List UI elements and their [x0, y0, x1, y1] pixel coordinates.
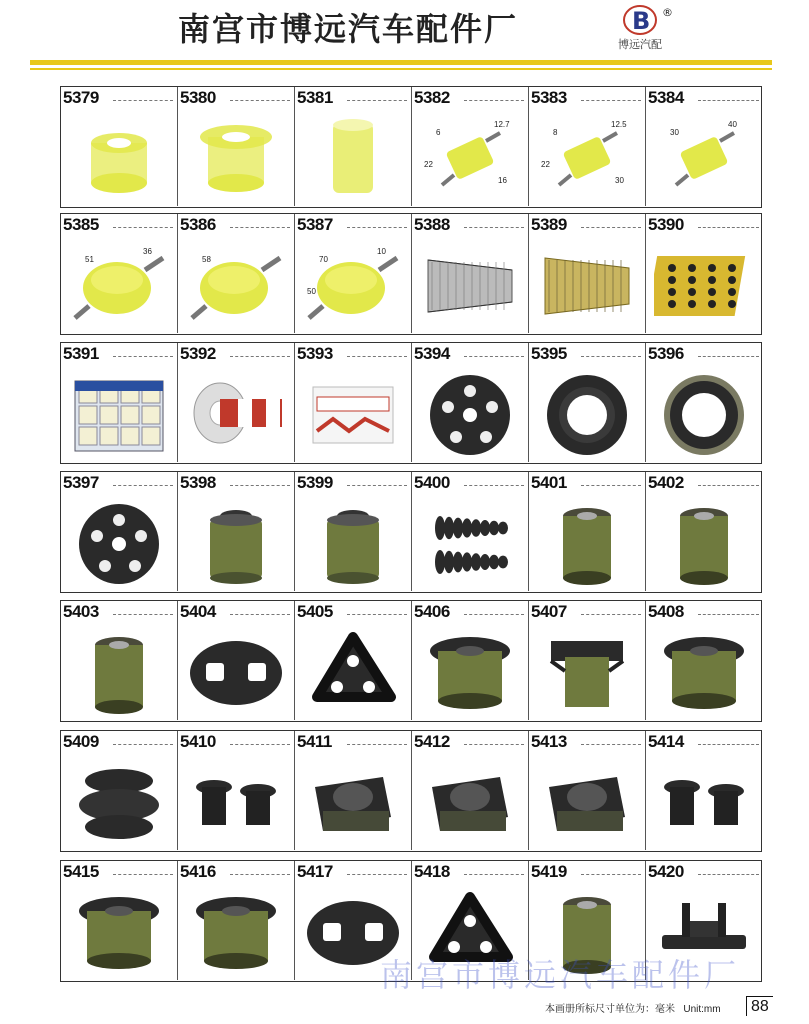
svg-text:51: 51	[85, 255, 94, 264]
product-code: 5393	[297, 344, 333, 363]
code-leader-line	[581, 744, 641, 745]
product-photo-olive-bushing-sleeve	[69, 627, 169, 715]
product-grid	[60, 86, 762, 982]
product-code: 5381	[297, 88, 333, 107]
code-leader-line	[347, 227, 407, 228]
product-cell	[178, 472, 295, 591]
code-leader-line	[230, 356, 290, 357]
watermark-text: 南宫市博远汽车配件厂	[380, 956, 741, 994]
product-cell	[61, 87, 178, 206]
product-photo-olive-bushing-flanged	[69, 887, 169, 975]
product-code: 5412	[414, 732, 450, 751]
product-code: 5411	[297, 732, 332, 751]
code-leader-line	[464, 744, 524, 745]
product-code: 5396	[648, 344, 684, 363]
product-cell	[178, 87, 295, 206]
product-photo-yellow-mount-studs	[654, 113, 754, 201]
code-leader-line	[581, 100, 641, 101]
product-cell	[412, 214, 529, 333]
product-photo-olive-bushing	[303, 498, 403, 586]
product-code: 5418	[414, 862, 450, 881]
product-photo-reflective-sheet	[303, 369, 403, 457]
product-cell	[646, 601, 763, 720]
unit-note: 本画册所标尺寸单位为：毫米	[545, 1004, 675, 1015]
product-code: 5382	[414, 88, 450, 107]
product-code: 5384	[648, 88, 684, 107]
header-rule-thin	[30, 68, 772, 70]
product-photo-boot-bellows	[420, 498, 520, 586]
code-leader-line	[230, 100, 290, 101]
code-leader-line	[230, 874, 290, 875]
product-code: 5385	[63, 215, 99, 234]
product-row	[60, 213, 762, 335]
page-title: 南宫市博远汽车配件厂	[178, 10, 519, 48]
code-leader-line	[230, 485, 290, 486]
code-leader-line	[347, 100, 407, 101]
header-rule	[30, 60, 772, 65]
code-leader-line	[464, 227, 524, 228]
svg-text:36: 36	[143, 247, 152, 256]
product-row	[60, 471, 762, 593]
product-code: 5391	[63, 344, 99, 363]
product-row	[60, 342, 762, 464]
product-cell	[178, 601, 295, 720]
product-cell	[412, 601, 529, 720]
product-cell	[61, 731, 178, 850]
svg-text:40: 40	[728, 120, 737, 129]
product-photo-small-bushings-pair	[654, 757, 754, 845]
product-cell	[412, 87, 529, 206]
product-cell	[178, 861, 295, 980]
product-cell	[178, 731, 295, 850]
code-leader-line	[347, 874, 407, 875]
product-code: 5404	[180, 602, 216, 621]
product-cell	[61, 601, 178, 720]
product-code: 5417	[297, 862, 333, 881]
product-photo-yellow-bushing-tall	[303, 113, 403, 201]
product-cell	[529, 472, 646, 591]
product-cell	[529, 343, 646, 462]
product-code: 5414	[648, 732, 684, 751]
product-photo-oring-kit-tray	[654, 240, 754, 328]
product-cell	[412, 343, 529, 462]
product-cell	[61, 214, 178, 333]
code-leader-line	[464, 874, 524, 875]
product-cell	[412, 472, 529, 591]
code-leader-line	[464, 485, 524, 486]
product-code: 5395	[531, 344, 567, 363]
product-code: 5386	[180, 215, 216, 234]
product-photo-yellow-mount-studs	[420, 113, 520, 201]
code-leader-line	[698, 874, 759, 875]
product-photo-mesh-filter-gold	[537, 240, 637, 328]
code-leader-line	[347, 485, 407, 486]
product-code: 5383	[531, 88, 567, 107]
product-code: 5403	[63, 602, 99, 621]
product-photo-black-disc-holes	[69, 498, 169, 586]
product-photo-olive-bushing-sleeve	[537, 498, 637, 586]
product-cell	[295, 731, 412, 850]
code-leader-line	[347, 614, 407, 615]
product-cell	[61, 343, 178, 462]
product-photo-yellow-mount-large	[186, 240, 286, 328]
product-row	[60, 730, 762, 852]
product-photo-black-grommet	[69, 757, 169, 845]
page-header	[0, 0, 809, 56]
code-leader-line	[464, 356, 524, 357]
svg-text:B: B	[632, 7, 651, 35]
product-cell	[646, 87, 763, 206]
product-cell	[646, 343, 763, 462]
product-photo-steering-bushing	[537, 757, 637, 845]
product-photo-olive-bushing-flanged	[420, 627, 520, 715]
product-photo-exhaust-hanger-triangle	[303, 627, 403, 715]
product-code: 5399	[297, 473, 333, 492]
svg-text:58: 58	[202, 255, 211, 264]
product-cell	[178, 214, 295, 333]
page-number: 88	[746, 996, 773, 1016]
product-code: 5419	[531, 862, 567, 881]
product-cell	[646, 214, 763, 333]
product-cell	[295, 601, 412, 720]
code-leader-line	[347, 356, 407, 357]
product-code: 5398	[180, 473, 216, 492]
code-leader-line	[698, 744, 759, 745]
code-leader-line	[581, 614, 641, 615]
product-photo-olive-bushing-flanged	[654, 627, 754, 715]
product-photo-yellow-bushing-flanged	[186, 113, 286, 201]
product-code: 5407	[531, 602, 567, 621]
product-cell	[295, 214, 412, 333]
product-code: 5406	[414, 602, 450, 621]
code-leader-line	[581, 485, 641, 486]
footer-note	[545, 1000, 721, 1015]
svg-text:30: 30	[615, 176, 624, 185]
product-cell	[295, 87, 412, 206]
product-code: 5389	[531, 215, 567, 234]
code-leader-line	[698, 100, 759, 101]
product-code: 5397	[63, 473, 99, 492]
code-leader-line	[113, 614, 173, 615]
product-photo-small-bushings-pair	[186, 757, 286, 845]
product-code: 5416	[180, 862, 216, 881]
product-cell	[61, 861, 178, 980]
brand-logo-text: 博远汽配	[618, 38, 662, 51]
product-code: 5420	[648, 862, 684, 881]
code-leader-line	[464, 100, 524, 101]
code-leader-line	[464, 614, 524, 615]
product-code: 5388	[414, 215, 450, 234]
code-leader-line	[581, 874, 641, 875]
svg-text:16: 16	[498, 176, 507, 185]
product-code: 5415	[63, 862, 99, 881]
product-cell	[295, 472, 412, 591]
product-photo-yellow-mount-large	[303, 240, 403, 328]
code-leader-line	[230, 614, 290, 615]
product-cell	[529, 214, 646, 333]
product-code: 5387	[297, 215, 333, 234]
product-code: 5405	[297, 602, 333, 621]
svg-text:8: 8	[553, 128, 558, 137]
product-photo-yellow-bushing-sleeve	[69, 113, 169, 201]
product-row	[60, 86, 762, 208]
product-code: 5380	[180, 88, 216, 107]
svg-text:12.5: 12.5	[611, 120, 627, 129]
code-leader-line	[581, 227, 641, 228]
svg-text:50: 50	[307, 287, 316, 296]
product-code: 5409	[63, 732, 99, 751]
svg-text:22: 22	[424, 160, 433, 169]
product-photo-reflective-tape-roll	[186, 369, 286, 457]
code-leader-line	[347, 744, 407, 745]
svg-text:6: 6	[436, 128, 441, 137]
product-cell	[646, 731, 763, 850]
product-photo-bracket-mount	[537, 627, 637, 715]
unit-label: Unit:mm	[683, 1004, 721, 1015]
product-photo-olive-bushing	[186, 498, 286, 586]
product-cell	[529, 87, 646, 206]
product-photo-yellow-mount-studs	[537, 113, 637, 201]
product-photo-oring-kit-box	[69, 369, 169, 457]
product-code: 5390	[648, 215, 684, 234]
product-photo-olive-bushing-sleeve	[654, 498, 754, 586]
code-leader-line	[113, 356, 173, 357]
code-leader-line	[113, 100, 173, 101]
product-code: 5392	[180, 344, 216, 363]
code-leader-line	[113, 874, 173, 875]
svg-text:30: 30	[670, 128, 679, 137]
product-code: 5394	[414, 344, 450, 363]
product-code: 5413	[531, 732, 567, 751]
product-code: 5402	[648, 473, 684, 492]
code-leader-line	[230, 744, 290, 745]
product-cell	[412, 731, 529, 850]
svg-text:22: 22	[541, 160, 550, 169]
product-row	[60, 600, 762, 722]
product-cell	[646, 472, 763, 591]
product-photo-exhaust-hanger	[186, 627, 286, 715]
svg-text:10: 10	[377, 247, 386, 256]
code-leader-line	[698, 614, 759, 615]
code-leader-line	[698, 485, 759, 486]
svg-text:70: 70	[319, 255, 328, 264]
product-cell	[178, 343, 295, 462]
code-leader-line	[113, 227, 173, 228]
product-photo-steering-bushing	[420, 757, 520, 845]
code-leader-line	[113, 485, 173, 486]
product-photo-steering-bushing	[303, 757, 403, 845]
product-photo-olive-bushing-flanged	[186, 887, 286, 975]
product-cell	[61, 472, 178, 591]
product-photo-yellow-mount-large	[69, 240, 169, 328]
product-code: 5401	[531, 473, 567, 492]
product-code: 5400	[414, 473, 450, 492]
product-photo-black-seal-ring	[537, 369, 637, 457]
code-leader-line	[698, 227, 759, 228]
code-leader-line	[698, 356, 759, 357]
product-code: 5410	[180, 732, 216, 751]
product-code: 5379	[63, 88, 99, 107]
product-photo-mesh-filter	[420, 240, 520, 328]
product-photo-black-disc-holes	[420, 369, 520, 457]
svg-text:®: ®	[662, 6, 673, 19]
product-cell	[529, 601, 646, 720]
code-leader-line	[230, 227, 290, 228]
product-cell	[295, 343, 412, 462]
code-leader-line	[581, 356, 641, 357]
product-code: 5408	[648, 602, 684, 621]
code-leader-line	[113, 744, 173, 745]
product-cell	[529, 731, 646, 850]
svg-text:12.7: 12.7	[494, 120, 510, 129]
product-photo-black-seal-ring-olive	[654, 369, 754, 457]
